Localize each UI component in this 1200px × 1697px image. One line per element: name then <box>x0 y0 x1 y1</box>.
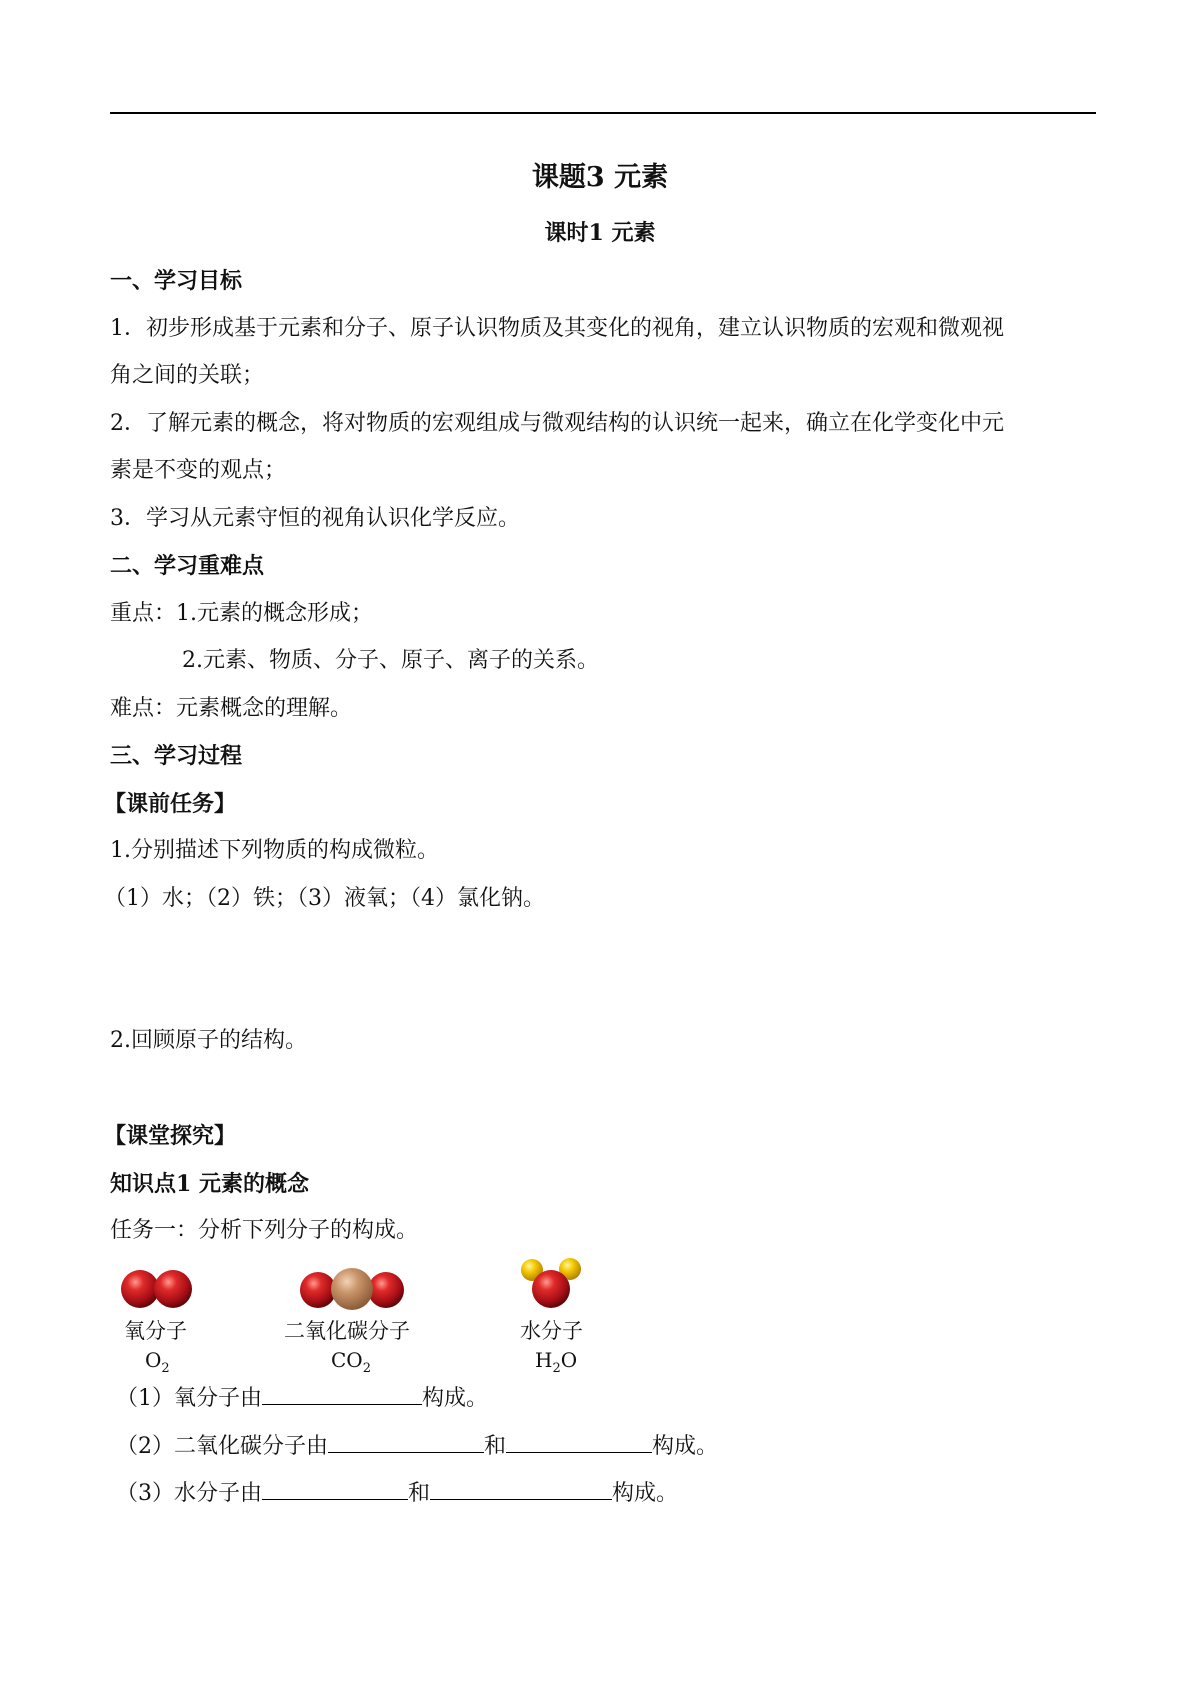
process-heading: 三、学习过程 <box>110 743 243 769</box>
lesson-subtitle: 课时1 元素 <box>544 220 656 246</box>
oxygen-atom <box>154 1270 192 1308</box>
goals-heading: 一、学习目标 <box>110 268 243 294</box>
oxygen-atom <box>121 1270 159 1308</box>
key-point-1: 重点：1.元素的概念形成； <box>110 601 373 626</box>
pre-task-heading: 【课前任务】 <box>104 791 237 817</box>
carbon-atom <box>331 1268 373 1310</box>
answer-blank[interactable] <box>506 1430 652 1453</box>
molecule-name: 二氧化碳分子 <box>284 1319 410 1343</box>
fill-question-3: （3）水分子由 和 构成。 <box>116 1477 678 1509</box>
goal-2-line-1: 2．了解元素的概念，将对物质的宏观组成与微观结构的认识统一起来，确立在化学变化中元 <box>110 411 1005 436</box>
task-1: 任务一：分析下列分子的构成。 <box>110 1218 419 1243</box>
answer-blank[interactable] <box>262 1382 422 1405</box>
water-molecule-model <box>518 1256 584 1312</box>
carbon-dioxide-molecule-model <box>298 1268 408 1312</box>
molecule-formula: $CO_2$ <box>331 1348 371 1376</box>
molecule-name: 水分子 <box>520 1319 583 1343</box>
header-rule <box>110 112 1096 114</box>
key-points-heading: 二、学习重难点 <box>110 553 265 579</box>
answer-blank[interactable] <box>430 1477 612 1500</box>
pre-question-2: 2.回顾原子的结构。 <box>110 1028 307 1053</box>
difficulty-point: 难点：元素概念的理解。 <box>110 696 353 721</box>
fill-question-2: （2）二氧化碳分子由 和 构成。 <box>116 1430 718 1462</box>
oxygen-molecule-model <box>118 1268 198 1310</box>
pre-question-1-items: （1）水；（2）铁；（3）液氧；（4）氯化钠。 <box>104 886 545 911</box>
answer-blank[interactable] <box>262 1477 408 1500</box>
knowledge-point-1-heading: 知识点1 元素的概念 <box>110 1171 309 1197</box>
goal-2-line-2: 素是不变的观点； <box>110 458 287 483</box>
molecule-formula: $H_2O$ <box>535 1348 578 1376</box>
key-point-2: 2.元素、物质、分子、原子、离子的关系。 <box>182 648 599 673</box>
class-inquiry-heading: 【课堂探究】 <box>104 1123 237 1149</box>
goal-1-line-1: 1．初步形成基于元素和分子、原子认识物质及其变化的视角，建立认识物质的宏观和微观视 <box>110 316 1005 341</box>
molecule-name: 氧分子 <box>124 1319 187 1343</box>
goal-1-line-2: 角之间的关联； <box>110 363 265 388</box>
goal-3: 3．学习从元素守恒的视角认识化学反应。 <box>110 506 520 531</box>
pre-question-1: 1.分别描述下列物质的构成微粒。 <box>110 838 439 863</box>
fill-question-1: （1）氧分子由 构成。 <box>116 1382 488 1414</box>
lesson-title: 课题3 元素 <box>531 162 669 193</box>
molecule-formula: $O_2$ <box>145 1348 170 1376</box>
oxygen-atom <box>300 1272 336 1308</box>
oxygen-atom <box>368 1272 404 1308</box>
oxygen-atom <box>532 1270 570 1308</box>
answer-blank[interactable] <box>328 1430 484 1453</box>
